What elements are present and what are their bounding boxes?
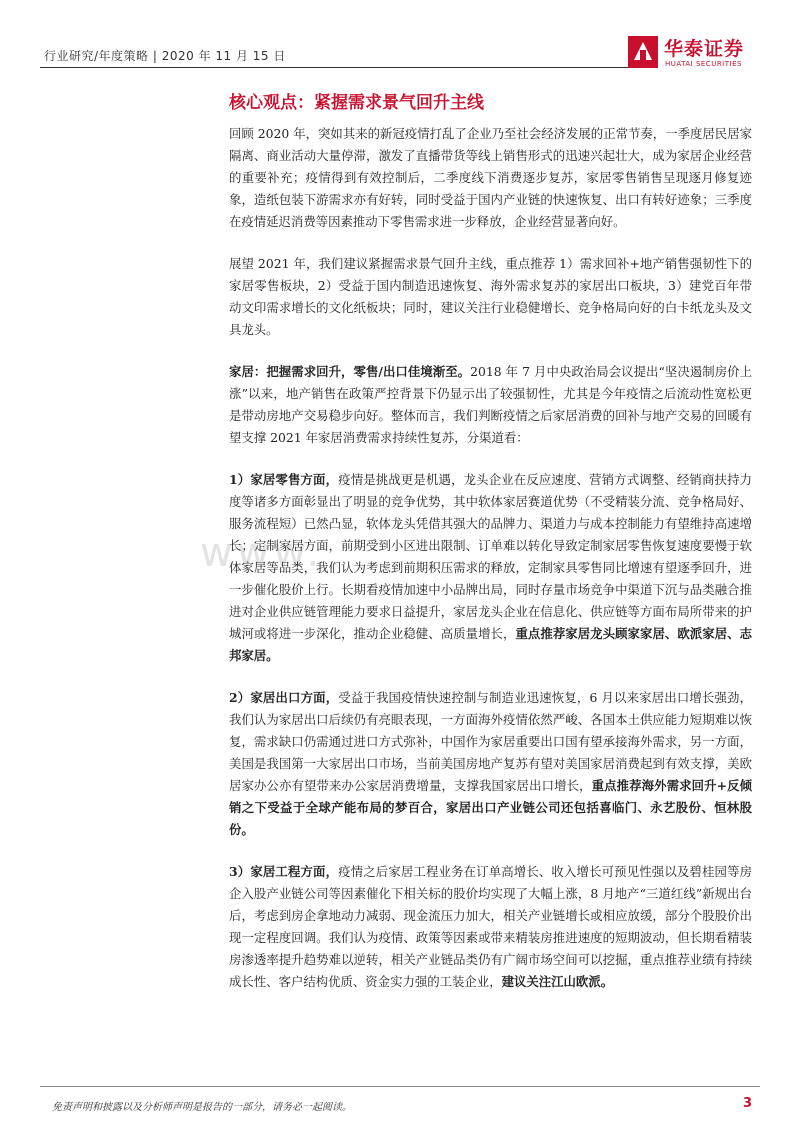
disclaimer: 免责声明和披露以及分析师声明是报告的一部分，请务必一起阅读。 bbox=[52, 1102, 352, 1113]
export-recommend: 重点推荐海外需求回升+反倾销之下受益于全球产能布局的梦百合，家居出口产业链公司还包括喜临门、永艺股份、恒林股份。 bbox=[229, 778, 752, 837]
retail-recommend: 重点推荐家居龙头顾家家居、欧派家居、志邦家居。 bbox=[229, 626, 753, 663]
breadcrumb: 行业研究/年度策略 | 2020 年 11 月 15 日 bbox=[44, 49, 286, 63]
main-content bbox=[229, 88, 752, 1013]
paragraph-engineering bbox=[229, 861, 752, 993]
header-divider bbox=[40, 67, 628, 68]
paragraph-review bbox=[229, 123, 752, 233]
home-lead: 家居：把握需求回升，零售/出口佳境渐至。 bbox=[229, 364, 471, 379]
paragraph-export bbox=[229, 687, 752, 841]
logo-mark-icon bbox=[628, 36, 658, 68]
watermark: www. bbox=[200, 530, 324, 576]
paragraph-retail bbox=[229, 469, 752, 667]
engineering-lead: 3）家居工程方面， bbox=[229, 864, 339, 879]
engineering-text: 疫情之后家居工程业务在订单高增长、收入增长可预见性强以及碧桂园等房企入股产业链公司等因素催化下相关标的股价均实现了大幅上涨，8 月地产“三道红线”新规出台后，考虑到房企拿地动力减弱、现金流压力加大，相关产业链增长或相应放缓，部分个股股价出现一定程度回调。我们认为疫情、政策等因素或带来精装房推进速度的短期波动，但长期看精装房渗透率提升趋势难以逆转，相关产业链品类仍有广阔市场空间可以挖掘，重点推荐业绩有持续成长性、客户结构优质、资金实力强的工装企业， bbox=[229, 864, 753, 989]
logo-text-en: HUATAI SECURITIES bbox=[665, 60, 742, 68]
review-text: 回顾 2020 年，突如其来的新冠疫情打乱了企业乃至社会经济发展的正常节奏，一季度居民居家隔离、商业活动大量停滞，激发了直播带货等线上销售形式的迅速兴起壮大，成为家居企业经营的重要补充；疫情得到有效控制后，二季度线下消费逐步复苏，家居零售销售呈现逐月修复迹象，造纸包装下游需求亦有好转，同时受益于国内产业链的快速恢复、出口有转好迹象；三季度在疫情延迟消费等因素推动下零售需求进一步释放，企业经营显著向好。 bbox=[229, 126, 752, 229]
export-lead: 2）家居出口方面， bbox=[229, 690, 339, 705]
section-title: 核心观点：紧握需求景气回升主线 bbox=[229, 93, 484, 113]
outlook-text: 展望 2021 年，我们建议紧握需求景气回升主线，重点推荐 1）需求回补+地产销售强韧性下的家居零售板块，2）受益于国内制造迅速恢复、海外需求复苏的家居出口板块，3）建党百年带动文印需求增长的文化纸板块；同时，建议关注行业稳健增长、竞争格局向好的白卡纸龙头及文具龙头。 bbox=[229, 256, 752, 337]
huatai-logo bbox=[628, 34, 760, 74]
retail-lead: 1）家居零售方面， bbox=[229, 472, 339, 487]
page-header bbox=[40, 34, 760, 78]
paragraph-home bbox=[229, 361, 752, 449]
export-text: 受益于我国疫情快速控制与制造业迅速恢复，6 月以来家居出口增长强劲，我们认为家居出口后续仍有亮眼表现，一方面海外疫情依然严峻、各国本土供应能力短期难以恢复，需求缺口仍需通过进口方式弥补，中国作为家居重要出口国有望承接海外需求，另一方面，美国是我国第一大家居出口市场，当前美国房地产复苏有望对美国家居消费起到有效支撑，美欧居家办公亦有望带来办公家居消费增量，支撑我国家居出口增长， bbox=[229, 690, 753, 793]
paragraph-outlook bbox=[229, 253, 752, 341]
home-text: 2018 年 7 月中央政治局会议提出“坚决遏制房价上涨”以来，地产销售在政策严控背景下仍显示出了较强韧性，尤其是今年疫情之后流动性宽松更是带动房地产交易稳步向好。整体而言，我们判断疫情之后家居消费的回补与地产交易的回暖有望支撑 2021 年家居消费需求持续性复苏，分渠道看： bbox=[229, 364, 752, 445]
engineering-recommend: 建议关注江山欧派。 bbox=[501, 974, 614, 989]
footer-divider bbox=[40, 1086, 760, 1087]
page-number: 3 bbox=[742, 1096, 752, 1111]
retail-text: 疫情是挑战更是机遇，龙头企业在反应速度、营销方式调整、经销商扶持力度等诸多方面彰显出了明显的竞争优势，其中软体家居赛道优势（不受精装分流、竞争格局好、服务流程短）已然凸显，软体龙头凭借其强大的品牌力、渠道力与成本控制能力有望维持高速增长；定制家居方面，前期受到小区进出限制、订单难以转化导致定制家居零售恢复速度要慢于软体家居等品类，我们认为考虑到前期积压需求的释放，定制家具零售同比增速有望逐季回升，进一步催化股价上行。长期看疫情加速中小品牌出局，同时存量市场竞争中渠道下沉与品类融合推进对企业供应链管理能力要求日益提升，家居龙头企业在信息化、供应链等方面布局所带来的护城河或将进一步深化，推动企业稳健、高质量增长， bbox=[229, 472, 753, 641]
logo-text-cn: 华泰证券 bbox=[664, 38, 745, 60]
